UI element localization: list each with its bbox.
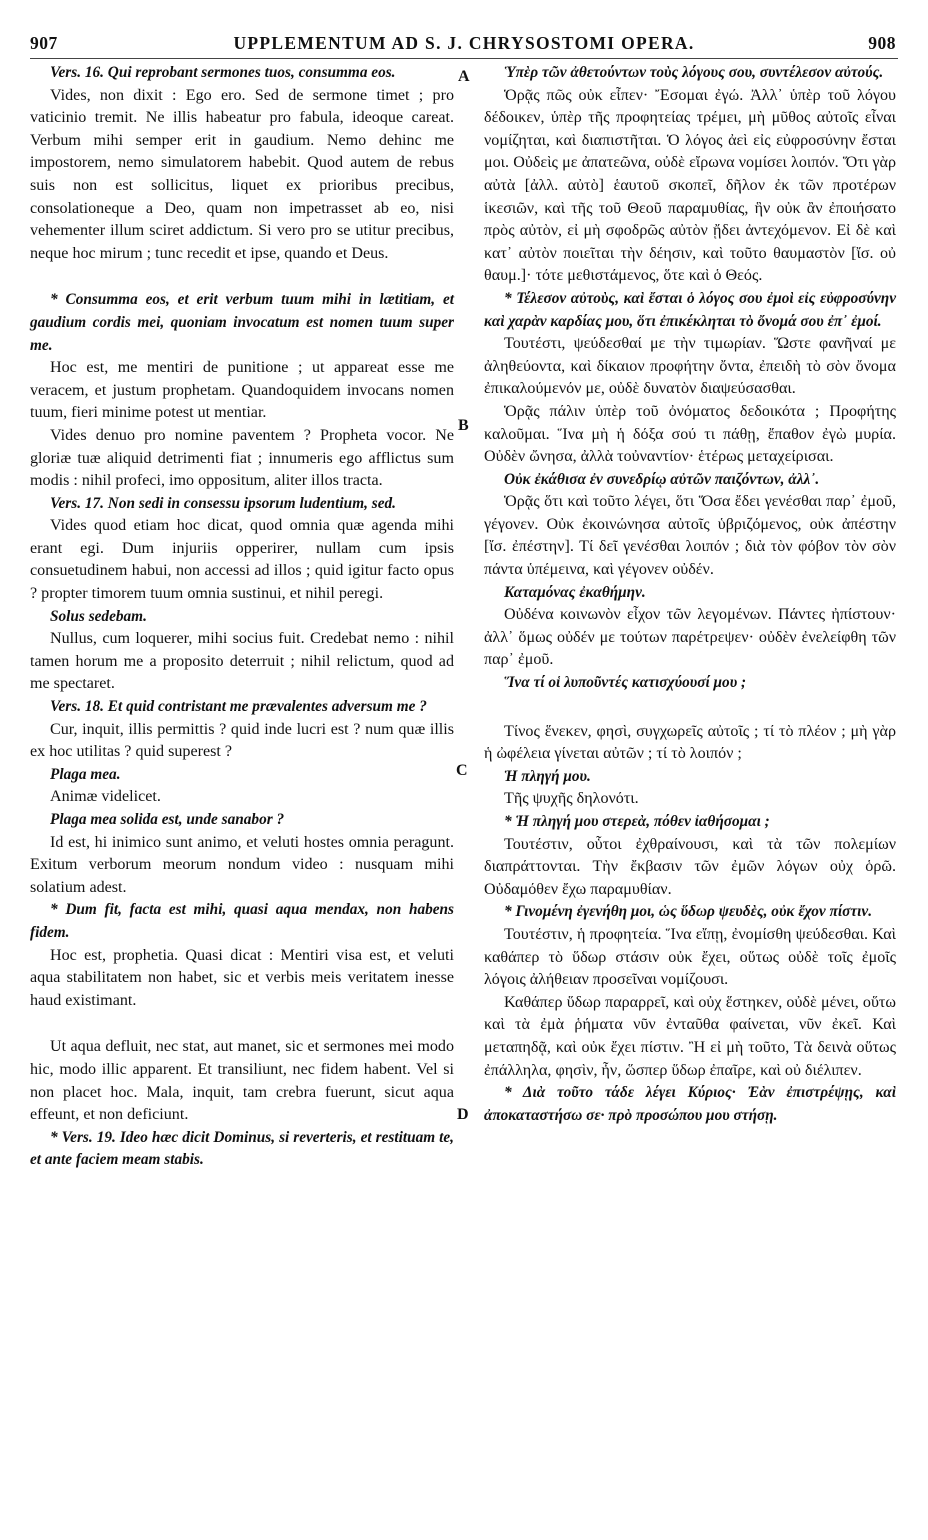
commentary-paragraph: Οὐδένα κοινωνὸν εἶχον τῶν λεγομένων. Πάντες ἠπίστουν· ἀλλ᾽ ὅμως οὐδέν με τούτων παρέτρεψεν· οὐδὲν ἐνελείφθη τῶν παρ᾽ ἐμοῦ.	[484, 606, 896, 669]
verse-line: * Διὰ τοῦτο τάδε λέγει Κύριος· Ἐὰν ἐπιστρέψῃς, καὶ ἀποκαταστήσω σε· πρὸ προσώπου μου στήσῃ.	[484, 1084, 896, 1124]
verse-line: Vers. 16. Qui reprobant sermones tuos, consumma eos.	[50, 64, 396, 81]
verse-line: * Ἡ πληγή μου στερεὰ, πόθεν ἰαθήσομαι ;	[504, 813, 770, 830]
verse-line: Solus sedebam.	[50, 607, 147, 625]
commentary-paragraph: Cur, inquit, illis permittis ? quid inde lucri est ? num quæ illis ex hoc utilitas ? quid superest ?	[30, 720, 454, 761]
verse-line: Ἵνα τί οἱ λυποῦντές κατισχύουσί μου ;	[504, 674, 747, 692]
margin-letter: B	[458, 417, 469, 434]
latin-column	[30, 62, 454, 1172]
verse-line: Ὑπὲρ τῶν ἀθετούντων τοὺς λόγους σου, συντέλεσον αὐτούς.	[504, 64, 884, 81]
commentary-paragraph: Vides quod etiam hoc dicat, quod omnia quæ agenda mihi erant egi. Dum injuriis opperirer, nullam cum ipsis consuetudinem habui, non accessi ad illos ; quid igitur facto opus ? propter timorem tuum omnia sustinui, et nihil peregi.	[30, 517, 454, 603]
greek-column	[484, 62, 896, 1127]
verse-line: * Γινομένη ἐγενήθη μοι, ὡς ὕδωρ ψευδὲς, οὐκ ἔχον πίστιν.	[504, 903, 873, 921]
commentary-paragraph: Καθάπερ ὕδωρ παραρρεῖ, καὶ οὐχ ἕστηκεν, οὐδὲ μένει, οὕτω καὶ τὰ ἐμὰ ῥήματα νῦν ἐνταῦθα φαίνεται, νῦν ἐκεῖ. Καὶ μεταπηδᾷ, καὶ οὐκ ἔχει πίστιν. Ἢ εἰ μὴ τοῦτο, Τὰ δεινὰ οὕτως ἐπάλληλα, φησὶν, ἦν, ὥσπερ ὕδωρ ἐπαῖρε, καὶ οὐ διέλιπεν.	[484, 993, 896, 1079]
verse-line: Plaga mea.	[50, 765, 121, 783]
margin-letter: A	[458, 68, 470, 85]
commentary-paragraph: Ut aqua defluit, nec stat, aut manet, sic et sermones mei modo hic, modo illic apparent. Et transiliunt, nec fidem habent. Vel si non placet hoc. Mala, inquit, tam crebra fuerunt, sicut aqua effeunt, et non deficiunt.	[30, 1038, 454, 1124]
paragraph-gap	[30, 1012, 454, 1036]
commentary-paragraph: Animæ videlicet.	[50, 788, 161, 806]
commentary-paragraph: Vides, non dixit : Ego ero. Sed de sermone timet ; pro vaticinio tremit. Ne illis habeatur pro fabula, ideoque careat. Verbum mihi semper erit in gaudium. Nemo dehinc me impostorem, nemo simulatorem habebit. Quod autem de rebus suis non est sollicitus, liquet ex prioribus precibus, consolationeque a Deo, quam non impetrasset ab eo, nisi vehementer illum sciret addictum. Si vero pro se utitur precibus, neque hoc mirum ; tunc recedit et ipse, quando et Deus.	[30, 86, 454, 262]
commentary-paragraph: Ὁρᾷς πάλιν ὑπὲρ τοῦ ὀνόματος δεδοικότα ; Προφήτης καλοῦμαι. Ἵνα μὴ ἡ δόξα σού τι πάθῃ, ἔπαθον ἐγὼ μυρία. Οὐδὲν ὤνησα, ἀλλὰ τοὐναντίον· ἑτέρως μεταχείρισαι.	[484, 402, 896, 466]
commentary-paragraph: Ὁρᾷς πῶς οὐκ εἶπεν· Ἔσομαι ἐγώ. Ἀλλ᾽ ὑπὲρ τοῦ λόγου δέδοικεν, ὑπὲρ τῆς προφητείας τρέμει, μὴ μῦθος αὐτοῖς εἶναι νομίζηται, καὶ διαπιστῆται. Ὁ λόγος ἀεὶ εἰς εὐφροσύνην ἔσται μοι. Οὐδεὶς με ἀπατεῶνα, οὐδὲ εἴρωνα νομίσει λοιπόν. Ὅτι γὰρ αὐτὰ [ἀλλ. αὐτὸ] ἑαυτοῦ σκοπεῖ, δῆλον ἐκ τῶν προτέρων ἱκεσιῶν, καὶ τῆς τοῦ Θεοῦ παραμυθίας, ἣν οὐκ ἂν ἐποιήσατο πρὸς αὐτὸν, εἰ μὴ σφοδρῶς αὐτὸν ᾔδει ἀντεχόμενον. Εἰ δὲ καὶ κατ᾽ αὐτὸν ποιεῖται τὴν δέησιν, καὶ τοῦτο θαυμαστὸν [ἴσ. οὐ θαυμ.]· τότε μεθιστάμενος, ὅτε καὶ ὁ Θεός.	[484, 86, 896, 285]
verse-line: * Τέλεσον αὐτοὺς, καὶ ἔσται ὁ λόγος σου ἐμοὶ εἰς εὐφροσύνην καὶ χαρὰν καρδίας μου, ὅτι ἐπικέκληται τὸ ὄνομά σου ἐπ᾽ ἐμοί.	[484, 289, 896, 330]
verse-line: Plaga mea solida est, unde sanabor ?	[50, 811, 285, 828]
header-rule	[30, 58, 898, 59]
verse-line: * Dum fit, facta est mihi, quasi aqua mendax, non habens fidem.	[30, 901, 454, 941]
verse-line: Ἡ πληγή μου.	[504, 767, 591, 785]
verse-line: Οὐκ ἐκάθισα ἐν συνεδρίῳ αὐτῶν παιζόντων, ἀλλ᾽.	[504, 470, 820, 488]
page-number-left: 907	[30, 33, 58, 53]
commentary-paragraph: Τουτέστι, ψεύδεσθαί με τὴν τιμωρίαν. Ὥστε φανῆναί με ἀληθεύοντα, καὶ δίκαιον προφήτην ὄντα, ἐπειδὴ τὸ σὸν ὄνομα ἐπικαλούμενόν με, οὐδὲ δυνατὸν διαψεύσασθαι.	[484, 335, 896, 398]
commentary-paragraph: Vides denuo pro nomine paventem ? Propheta vocor. Ne gloriæ tuæ aliquid detrimenti fiat ; innumeris ego afflictus sum modis : nihil profeci, imo oppositum, aliter illos tracta.	[30, 426, 454, 490]
verse-line: Vers. 17. Non sedi in consessu ipsorum ludentium, sed.	[50, 494, 396, 512]
verse-line: Καταμόνας ἐκαθήμην.	[504, 583, 646, 601]
commentary-paragraph: Τίνος ἕνεκεν, φησὶ, συγχωρεῖς αὐτοῖς ; τί τὸ πλέον ; μὴ γὰρ ἡ ὠφέλεια γίνεται αὐτῶν ; τί τὸ λοιπόν ;	[484, 722, 896, 763]
running-title: UPPLEMENTUM AD S. J. CHRYSOSTOMI OPERA.	[233, 33, 695, 53]
page-number-right: 908	[868, 33, 896, 53]
margin-letter: C	[456, 762, 468, 779]
commentary-paragraph: Nullus, cum loquerer, mihi socius fuit. Credebat nemo : nihil tamen horum me a proposito deterruit ; nihil relictum, quod ad me spectaret.	[30, 630, 454, 693]
commentary-paragraph: Hoc est, me mentiri de punitione ; ut appareat esse me veracem, et justum prophetam. Quandoquidem invocans nomen tuum, fieri minime potest ut mentiar.	[30, 359, 454, 422]
margin-letter: D	[457, 1106, 469, 1123]
verse-line: * Vers. 19. Ideo hæc dicit Dominus, si reverteris, et restituam te, et ante faciem meam stabis.	[30, 1128, 454, 1169]
commentary-paragraph: Ὁρᾷς ὅτι καὶ τοῦτο λέγει, ὅτι Ὅσα ἔδει γενέσθαι παρ᾽ ἐμοῦ, γέγονεν. Οὐκ ἐκοινώνησα αὐτοῖς ὑβριζόμενος, οὐκ ἀπέστην [ἴσ. ἐπέστην]. Τί δεῖ γενέσθαι λοιπόν ; διὰ τὸν φόβον τὸν σὸν πάντα ὑπέμεινα, καὶ γέγονεν οὐδέν.	[484, 493, 896, 579]
verse-line: Vers. 18. Et quid contristant me prævalentes adversum me ?	[50, 698, 427, 716]
commentary-paragraph: Id est, hi inimico sunt animo, et veluti hostes omnia peragunt. Exitum verborum meorum nondum video : nusquam mihi solatium adest.	[30, 833, 454, 896]
commentary-paragraph: Τῆς ψυχῆς δηλονότι.	[504, 790, 639, 808]
commentary-paragraph: Τουτέστιν, οὗτοι ἐχθραίνουσι, καὶ τὰ τῶν πολεμίων διαπράττονται. Τὴν ἔκβασιν τῶν ἐμῶν λόγων οὐχ ὁρῶ. Οὐδαμόθεν ἔχω παραμυθίαν.	[484, 835, 896, 898]
commentary-paragraph: Hoc est, prophetia. Quasi dicat : Mentiri visa est, et veluti aqua stabilitatem non habet, sic et verbis meis veritatem inesse haud existimant.	[30, 946, 454, 1009]
verse-line: * Consumma eos, et erit verbum tuum mihi in lætitiam, et gaudium cordis mei, quoniam invocatum est nomen tuum super me.	[30, 291, 454, 354]
commentary-paragraph: Τουτέστιν, ἡ προφητεία. Ἵνα εἴπῃ, ἐνομίσθη ψεύδεσθαι. Καὶ καθάπερ τὸ ὕδωρ στάσιν οὐκ ἔχει, οὕτως οὐδὲ τοῖς ἐμοῖς λόγοις ἀλήθειαν προσεῖναι νομίζουσι.	[484, 925, 896, 989]
paragraph-gap	[484, 695, 896, 721]
paragraph-gap	[30, 265, 454, 289]
